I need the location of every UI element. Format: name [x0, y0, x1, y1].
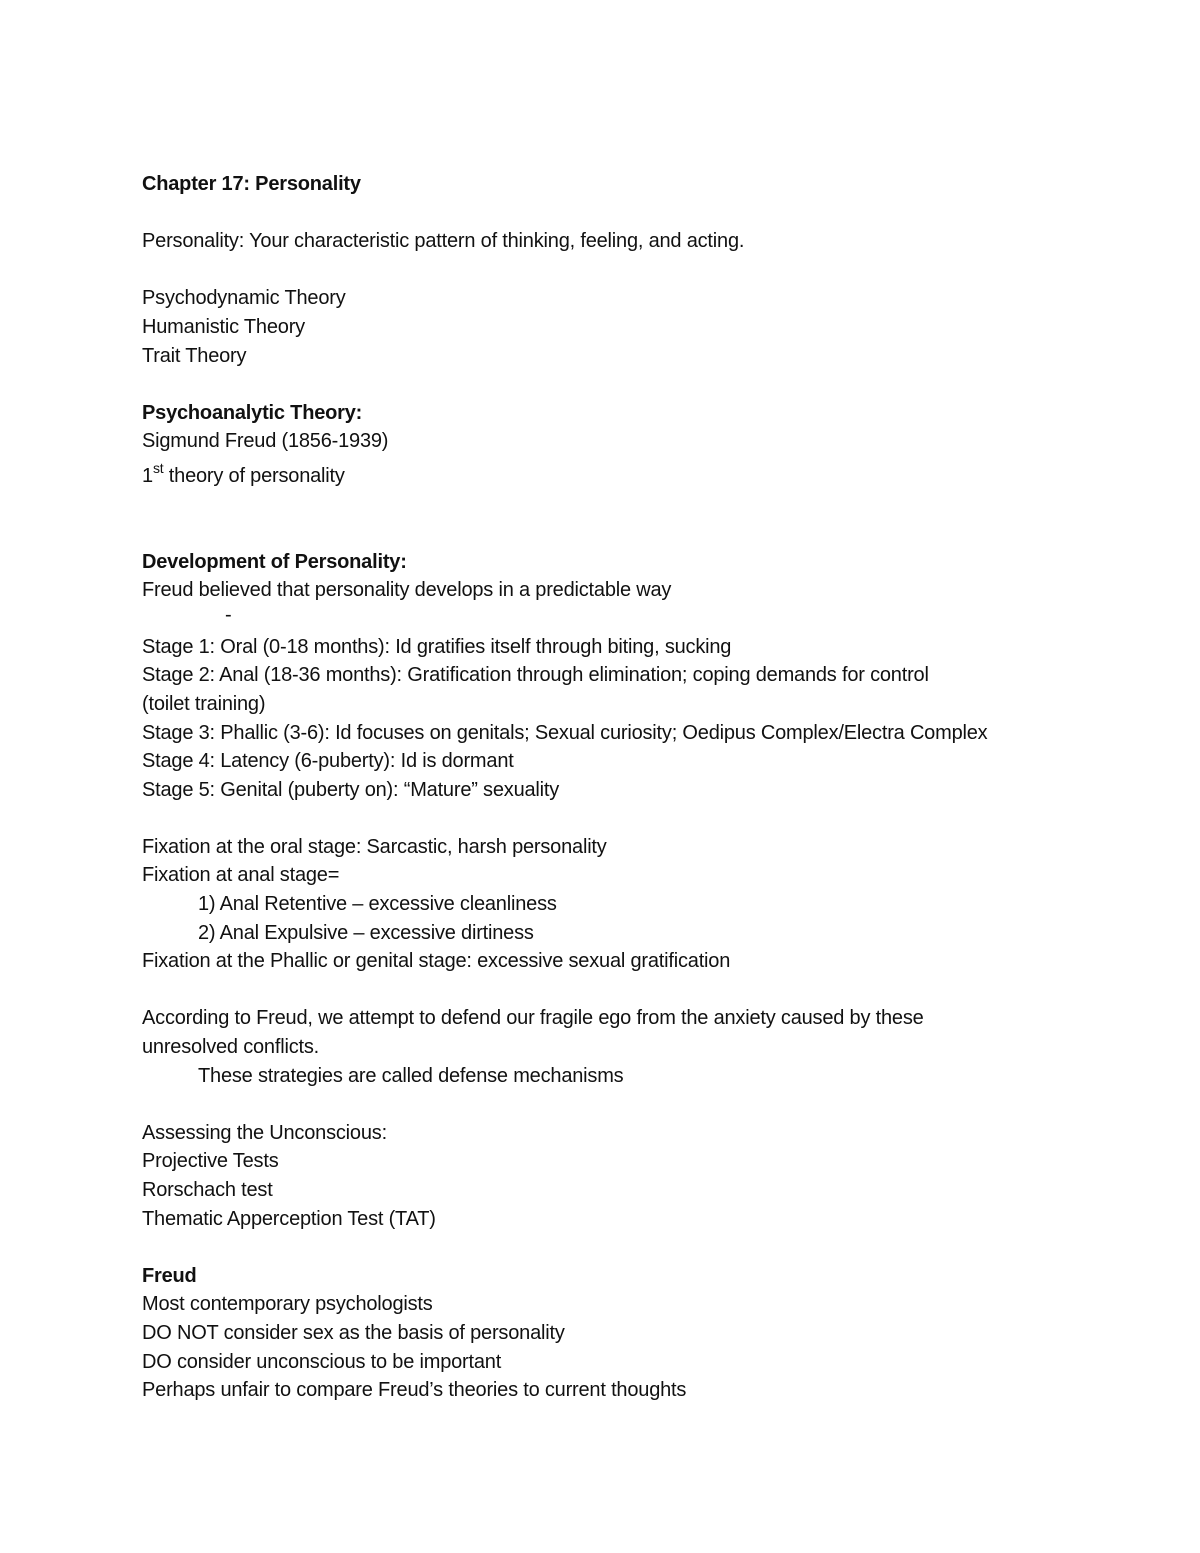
theory-item: Trait Theory	[142, 344, 247, 367]
personality-definition: Personality: Your characteristic pattern of thinking, feeling, and acting.	[142, 230, 745, 253]
freud-item: DO consider unconscious to be important	[142, 1350, 502, 1373]
spacer	[142, 199, 1072, 228]
stage-2: Stage 2: Anal (18-36 months): Gratification through elimination; coping demands for control	[142, 664, 929, 687]
chapter-title: Chapter 17: Personality	[142, 173, 361, 195]
dash-bullet: -	[225, 603, 232, 626]
defense-mechanisms: These strategies are called defense mechanisms	[198, 1064, 624, 1087]
assessing-item: Rorschach test	[142, 1179, 273, 1201]
first-rest: theory of personality	[163, 464, 345, 487]
theory-item: Psychodynamic Theory	[142, 287, 346, 310]
spacer	[142, 256, 1072, 285]
defense-line-2: unresolved conflicts.	[142, 1036, 320, 1059]
fixation-phallic: Fixation at the Phallic or genital stage: excessive sexual gratification	[142, 950, 731, 973]
stage-3: Stage 3: Phallic (3-6): Id focuses on genitals; Sexual curiosity; Oedipus Complex/Electra Complex	[142, 721, 988, 744]
fixation-anal: Fixation at anal stage=	[142, 864, 340, 887]
psychoanalytic-heading: Psychoanalytic Theory:	[142, 401, 363, 424]
spacer	[142, 370, 1072, 399]
defense-line-1: According to Freud, we attempt to defend our fragile ego from the anxiety caused by these	[142, 1007, 924, 1030]
stage-2-continued: (toilet training)	[142, 692, 266, 715]
stage-4: Stage 4: Latency (6-puberty): Id is dormant	[142, 750, 514, 773]
freud-name: Sigmund Freud (1856-1939)	[142, 430, 389, 453]
assessing-heading: Assessing the Unconscious:	[142, 1121, 387, 1144]
fixation-anal-retentive: 1) Anal Retentive – excessive cleanliness	[198, 893, 557, 916]
assessing-item: Projective Tests	[142, 1150, 279, 1173]
document-page	[142, 170, 1072, 1405]
stage-5: Stage 5: Genital (puberty on): “Mature” sexuality	[142, 778, 560, 801]
theory-item: Humanistic Theory	[142, 315, 305, 338]
assessing-item: Thematic Apperception Test (TAT)	[142, 1207, 436, 1230]
freud-item: Perhaps unfair to compare Freud’s theories to current thoughts	[142, 1379, 687, 1402]
development-heading: Development of Personality:	[142, 550, 407, 573]
spacer	[142, 1090, 1072, 1119]
fixation-oral: Fixation at the oral stage: Sarcastic, harsh personality	[142, 835, 607, 858]
stage-1: Stage 1: Oral (0-18 months): Id gratifies itself through biting, sucking	[142, 635, 732, 658]
first-superscript: st	[152, 460, 164, 477]
development-intro: Freud believed that personality develops in a predictable way	[142, 579, 672, 602]
spacer	[142, 804, 1072, 833]
freud-item: DO NOT consider sex as the basis of personality	[142, 1321, 565, 1344]
freud-item: Most contemporary psychologists	[142, 1293, 433, 1316]
spacer	[142, 1233, 1072, 1262]
freud-heading: Freud	[142, 1264, 197, 1287]
spacer	[142, 976, 1072, 1005]
fixation-anal-expulsive: 2) Anal Expulsive – excessive dirtiness	[198, 921, 534, 944]
first-theory	[142, 462, 1072, 491]
first-number: 1	[142, 464, 153, 487]
spacer	[142, 491, 1072, 548]
